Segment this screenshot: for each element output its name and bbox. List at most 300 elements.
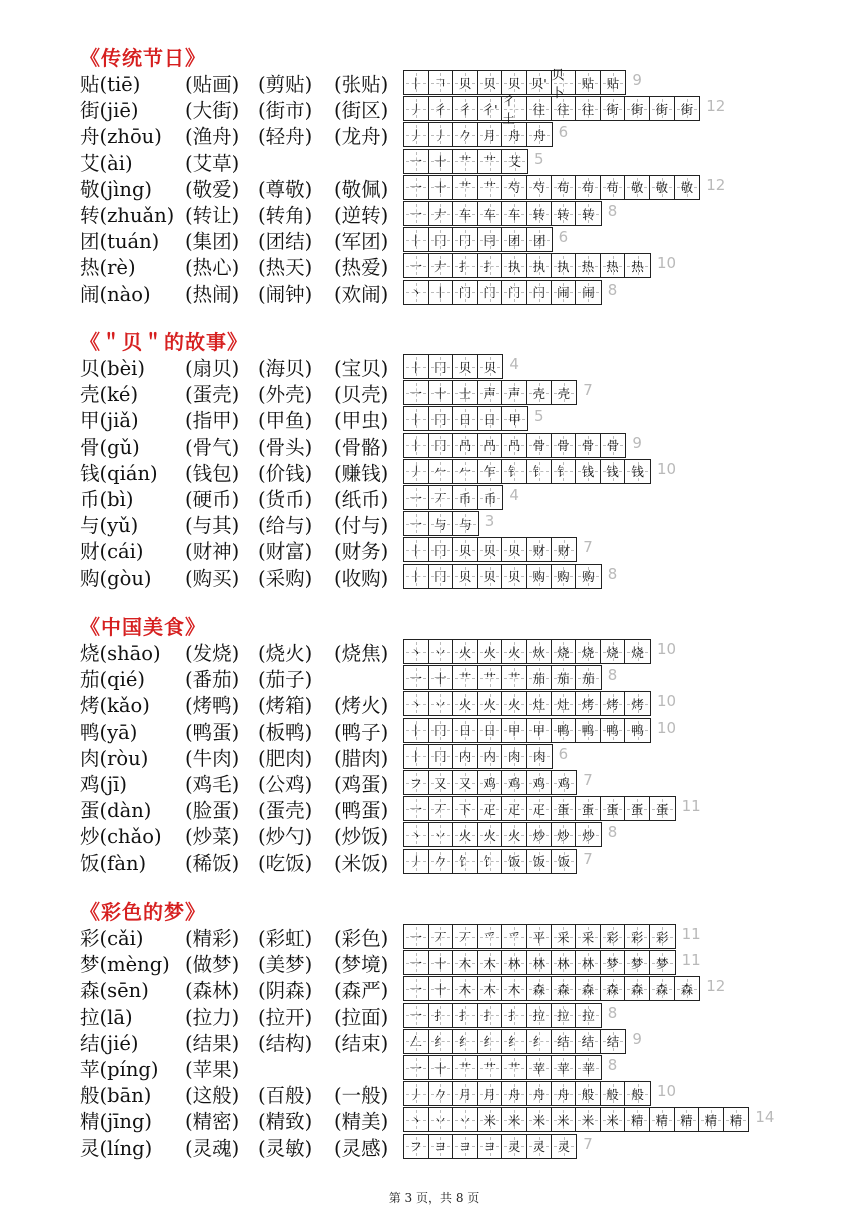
stroke-glyph: 闹 <box>582 285 595 301</box>
stroke-glyph: 彳土 <box>502 92 515 126</box>
stroke-cell <box>404 281 429 304</box>
stroke-glyph: 丶 <box>409 644 423 660</box>
stroke-cell <box>404 512 429 535</box>
stroke-glyph: 火 <box>507 644 521 660</box>
stroke-cell <box>601 951 626 974</box>
stroke-glyph: 芍 <box>532 180 546 196</box>
stroke-glyph: 日 <box>483 723 496 739</box>
stroke-cell <box>429 1056 454 1079</box>
stroke-cell <box>650 1108 675 1131</box>
stroke-count: 6 <box>558 228 569 247</box>
page-footer: 第 3 页，共 8 页 <box>388 1191 480 1205</box>
stroke-glyph: 丆 <box>434 929 447 945</box>
stroke-glyph: 火 <box>483 644 496 660</box>
stroke-glyph: 转 <box>557 206 570 222</box>
stroke-order-grid <box>403 380 577 405</box>
stroke-glyph: 贝 <box>483 542 496 558</box>
stroke-glyph: 贝 <box>458 569 472 585</box>
character-pinyin: 购(gòu) <box>80 566 152 590</box>
stroke-glyph: 纟 <box>483 1034 496 1050</box>
stroke-cell <box>601 640 626 663</box>
stroke-cell <box>404 1108 429 1131</box>
stroke-glyph: 结 <box>606 1034 620 1050</box>
stroke-glyph: 烧 <box>581 644 595 660</box>
character-pinyin: 币(bì) <box>80 488 134 511</box>
stroke-cell <box>478 977 503 1000</box>
stroke-count: 12 <box>706 97 726 116</box>
stroke-cell <box>453 823 478 846</box>
stroke-cell <box>453 254 478 277</box>
stroke-glyph: 十 <box>434 385 447 401</box>
word-example: (梦境) <box>334 953 389 977</box>
stroke-glyph: 敬 <box>680 180 694 196</box>
character-pinyin: 钱(qián) <box>80 461 158 485</box>
stroke-glyph: 一 <box>409 154 423 170</box>
stroke-cell <box>601 176 626 199</box>
section-title: 《中国美食》 <box>80 615 206 639</box>
stroke-cell <box>478 666 503 689</box>
stroke-cell <box>527 123 552 146</box>
stroke-glyph: 十 <box>434 154 447 170</box>
stroke-order-grid <box>403 280 602 305</box>
stroke-cell <box>429 228 454 251</box>
stroke-glyph: 𠂉 <box>434 464 447 480</box>
character-pinyin: 炒(chǎo) <box>80 825 162 849</box>
stroke-cell <box>625 640 650 663</box>
stroke-cell <box>527 1135 552 1158</box>
stroke-cell <box>552 1135 577 1158</box>
stroke-glyph: 𠂊 <box>434 854 447 870</box>
stroke-cell <box>404 640 429 663</box>
stroke-cell <box>453 666 478 689</box>
stroke-cell <box>429 850 454 873</box>
word-example: (扇贝) <box>185 357 240 380</box>
stroke-glyph: 蛋 <box>630 801 644 817</box>
word-example: (烤鸭) <box>185 694 240 718</box>
word-example: (鸭子) <box>334 720 389 744</box>
stroke-cell <box>601 925 626 948</box>
stroke-order-grid <box>403 1107 749 1132</box>
stroke-cell <box>478 823 503 846</box>
stroke-cell <box>429 1082 454 1105</box>
stroke-glyph: 冂 <box>434 542 447 558</box>
stroke-cell <box>502 92 527 126</box>
stroke-cell <box>502 771 527 794</box>
stroke-cell <box>453 460 478 483</box>
stroke-glyph: 精 <box>630 1112 644 1128</box>
stroke-count: 14 <box>755 1108 775 1127</box>
stroke-glyph: 一 <box>409 258 423 274</box>
word-example: (米饭) <box>334 851 389 875</box>
character-pinyin: 饭(fàn) <box>80 851 147 875</box>
stroke-glyph: 贴 <box>581 75 595 91</box>
stroke-glyph: 鸡 <box>507 775 521 791</box>
stroke-cell <box>453 925 478 948</box>
stroke-cell <box>478 1108 503 1131</box>
character-pinyin: 烤(kǎo) <box>80 694 150 718</box>
stroke-glyph: 木 <box>507 981 521 997</box>
stroke-glyph: 火 <box>483 696 496 712</box>
stroke-cell <box>429 1004 454 1027</box>
stroke-cell <box>552 97 577 120</box>
stroke-glyph: 肉 <box>533 749 546 765</box>
stroke-glyph: 财 <box>532 542 546 558</box>
stroke-cell <box>453 951 478 974</box>
stroke-glyph: 森 <box>532 981 546 997</box>
stroke-glyph: 车 <box>507 206 521 222</box>
stroke-glyph: 丨 <box>409 411 423 427</box>
stroke-cell <box>478 97 503 120</box>
stroke-cell <box>404 381 429 404</box>
word-example: (采购) <box>258 566 313 590</box>
word-example: (街市) <box>258 99 313 123</box>
stroke-glyph: 一 <box>409 929 423 945</box>
stroke-cell <box>552 692 577 715</box>
stroke-cell <box>478 1030 503 1053</box>
stroke-cell <box>478 407 503 430</box>
stroke-count: 12 <box>706 175 726 194</box>
stroke-cell <box>650 797 675 820</box>
stroke-glyph: 𠂉 <box>458 464 472 480</box>
stroke-cell <box>404 951 429 974</box>
stroke-cell <box>453 565 478 588</box>
stroke-cell <box>527 460 552 483</box>
stroke-glyph: 贝 <box>483 75 496 91</box>
stroke-glyph: 鸭 <box>557 723 570 739</box>
stroke-cell <box>601 254 626 277</box>
stroke-cell <box>527 228 552 251</box>
word-example: (美梦) <box>258 953 313 977</box>
stroke-cell <box>478 202 503 225</box>
stroke-cell <box>453 719 478 742</box>
stroke-glyph: 𠂊 <box>434 1086 447 1102</box>
stroke-cell <box>453 1135 478 1158</box>
stroke-glyph: 𠂇 <box>434 206 447 222</box>
stroke-count: 12 <box>706 977 726 996</box>
stroke-cell <box>404 977 429 1000</box>
stroke-cell <box>404 228 429 251</box>
stroke-glyph: 饣 <box>483 854 496 870</box>
stroke-cell <box>625 254 650 277</box>
stroke-cell <box>502 565 527 588</box>
stroke-glyph: 冂 <box>434 749 447 765</box>
word-example: (硬币) <box>185 488 240 511</box>
stroke-cell <box>478 951 503 974</box>
word-example: (彩虹) <box>258 927 313 950</box>
character-pinyin: 与(yǔ) <box>80 514 139 538</box>
stroke-cell <box>404 925 429 948</box>
stroke-cell <box>502 1030 527 1053</box>
stroke-glyph: 财 <box>557 542 571 558</box>
word-example: (指甲) <box>185 409 240 433</box>
stroke-cell <box>527 797 552 820</box>
stroke-count: 9 <box>632 1029 642 1048</box>
stroke-glyph: 林 <box>507 955 521 971</box>
stroke-glyph: 钱 <box>581 464 595 480</box>
stroke-cell <box>429 381 454 404</box>
stroke-count: 7 <box>583 538 593 557</box>
stroke-glyph: 转 <box>532 206 546 222</box>
stroke-glyph: 木 <box>458 981 472 997</box>
stroke-glyph: 丆 <box>434 801 447 817</box>
stroke-cell <box>404 745 429 768</box>
stroke-cell <box>502 1135 527 1158</box>
stroke-glyph: 内 <box>483 749 496 765</box>
stroke-glyph: 敬 <box>630 180 644 196</box>
section-title: 《＂贝＂的故事》 <box>80 330 248 354</box>
stroke-cell <box>429 176 454 199</box>
word-example: (热爱) <box>334 256 389 280</box>
stroke-glyph: 一 <box>409 490 423 506</box>
stroke-glyph: 日 <box>458 411 472 427</box>
stroke-glyph: 冂 <box>434 232 447 248</box>
stroke-glyph: 炒 <box>557 827 570 843</box>
character-pinyin: 街(jiē) <box>80 99 139 123</box>
stroke-glyph: 购 <box>557 569 570 585</box>
stroke-glyph: 艹 <box>458 154 472 170</box>
word-example: (热天) <box>258 256 313 280</box>
stroke-cell <box>453 745 478 768</box>
stroke-cell <box>453 202 478 225</box>
stroke-glyph: 执 <box>532 258 546 274</box>
stroke-cell <box>404 176 429 199</box>
stroke-glyph: 拉 <box>557 1008 570 1024</box>
stroke-glyph: 丶 <box>409 1112 423 1128</box>
stroke-cell <box>478 1135 503 1158</box>
stroke-order-grid <box>403 976 700 1001</box>
stroke-cell <box>601 1082 626 1105</box>
word-example: (热闹) <box>185 282 240 306</box>
stroke-glyph: 炒 <box>532 827 546 843</box>
stroke-cell <box>576 925 601 948</box>
stroke-glyph: 月 <box>483 127 496 143</box>
stroke-glyph: 鸡 <box>483 775 496 791</box>
word-example: (闹钟) <box>258 282 313 306</box>
stroke-glyph: 饭 <box>507 854 521 870</box>
word-example: (欢闹) <box>334 282 389 306</box>
stroke-glyph: 𠃋 <box>409 1034 423 1050</box>
stroke-order-grid <box>403 1081 651 1106</box>
word-example: (逆转) <box>334 204 389 227</box>
stroke-cell <box>429 486 454 509</box>
stroke-cell <box>625 1108 650 1131</box>
stroke-glyph: 贝 <box>458 75 472 91</box>
stroke-glyph: 艹 <box>507 670 521 686</box>
stroke-glyph: 丷 <box>458 1112 472 1128</box>
stroke-cell <box>453 434 478 457</box>
stroke-glyph: 与 <box>459 516 472 532</box>
stroke-glyph: 疋 <box>532 801 546 817</box>
stroke-cell <box>478 538 503 561</box>
stroke-cell <box>552 434 577 457</box>
stroke-glyph: 执 <box>557 258 570 274</box>
stroke-count: 8 <box>607 1056 618 1074</box>
stroke-cell <box>429 407 454 430</box>
stroke-glyph: 纟 <box>434 1034 447 1050</box>
stroke-cell <box>478 228 503 251</box>
stroke-cell <box>404 1004 429 1027</box>
stroke-glyph: 骨 <box>606 438 620 454</box>
stroke-glyph: フ <box>409 1139 423 1155</box>
stroke-cell <box>552 719 577 742</box>
stroke-glyph: 内 <box>458 749 472 765</box>
stroke-cell <box>724 1108 749 1131</box>
word-example: (宝贝) <box>334 357 389 380</box>
stroke-cell <box>552 1108 577 1131</box>
stroke-cell <box>527 951 552 974</box>
stroke-glyph: 艹 <box>458 670 472 686</box>
stroke-cell <box>429 719 454 742</box>
stroke-order-grid <box>403 433 626 458</box>
stroke-glyph: 声 <box>483 385 496 401</box>
stroke-cell <box>552 797 577 820</box>
stroke-cell <box>675 176 700 199</box>
character-pinyin: 热(rè) <box>80 256 136 280</box>
stroke-cell <box>601 1108 626 1131</box>
stroke-glyph: 森 <box>581 981 595 997</box>
word-example: (炒饭) <box>334 825 389 849</box>
stroke-glyph: 丨 <box>409 749 423 765</box>
stroke-glyph: 丨 <box>409 232 423 248</box>
stroke-count: 9 <box>632 433 642 452</box>
character-pinyin: 甲(jiǎ) <box>80 409 139 433</box>
stroke-glyph: フ <box>409 775 423 791</box>
stroke-cell <box>625 460 650 483</box>
character-pinyin: 烧(shāo) <box>80 642 161 665</box>
stroke-glyph: 热 <box>606 258 619 274</box>
stroke-cell <box>502 925 527 948</box>
stroke-cell <box>502 951 527 974</box>
stroke-cell <box>502 850 527 873</box>
stroke-glyph: 丨 <box>434 285 447 301</box>
stroke-glyph: 贝 <box>483 359 497 375</box>
stroke-cell <box>552 254 577 277</box>
stroke-glyph: 十 <box>434 1060 447 1076</box>
stroke-cell <box>601 71 626 94</box>
word-example: (拉开) <box>258 1005 313 1029</box>
stroke-cell <box>625 692 650 715</box>
stroke-glyph: 饭 <box>557 854 571 870</box>
stroke-cell <box>527 823 552 846</box>
stroke-cell <box>478 254 503 277</box>
stroke-cell <box>429 565 454 588</box>
stroke-glyph: 壳 <box>532 385 546 401</box>
stroke-cell <box>650 977 675 1000</box>
word-example: (与其) <box>185 514 240 538</box>
word-example: (炒勺) <box>258 825 313 849</box>
word-example: (收购) <box>334 566 389 590</box>
word-example: (鸡毛) <box>185 773 240 796</box>
character-pinyin: 财(cái) <box>80 540 144 564</box>
stroke-cell <box>502 538 527 561</box>
stroke-glyph: 鸡 <box>557 775 571 791</box>
stroke-glyph: 丨 <box>409 723 423 739</box>
stroke-glyph: 一 <box>409 206 423 222</box>
stroke-cell <box>453 97 478 120</box>
character-pinyin: 精(jīng) <box>80 1110 153 1134</box>
stroke-cell <box>453 228 478 251</box>
word-example: (渔舟) <box>185 125 240 149</box>
stroke-cell <box>453 692 478 715</box>
stroke-cell <box>404 666 429 689</box>
word-example: (灵敏) <box>258 1136 313 1160</box>
stroke-glyph: 热 <box>631 258 644 274</box>
stroke-glyph: 门 <box>458 285 472 301</box>
word-example: (敬佩) <box>334 177 389 201</box>
stroke-glyph: 纟 <box>458 1034 472 1050</box>
character-pinyin: 森(sēn) <box>80 979 149 1003</box>
stroke-cell <box>527 254 552 277</box>
stroke-glyph: 一 <box>409 180 423 196</box>
stroke-glyph: 丷 <box>434 644 447 660</box>
section-title: 《传统节日》 <box>80 46 206 70</box>
word-example: (蛋壳) <box>185 383 240 407</box>
stroke-cell <box>576 460 601 483</box>
stroke-cell <box>478 719 503 742</box>
stroke-glyph: 一 <box>409 516 423 532</box>
stroke-cell <box>404 407 429 430</box>
stroke-cell <box>478 771 503 794</box>
stroke-cell <box>650 176 675 199</box>
stroke-cell <box>527 1030 552 1053</box>
stroke-cell <box>502 797 527 820</box>
stroke-glyph: 肉 <box>507 749 521 765</box>
stroke-glyph: 彳 <box>458 101 472 117</box>
stroke-glyph: 苟 <box>581 180 595 196</box>
stroke-glyph: 贝 <box>507 75 521 91</box>
stroke-cell <box>552 823 577 846</box>
stroke-glyph: 币 <box>458 490 472 506</box>
stroke-cell <box>502 407 527 430</box>
word-example: (彩色) <box>334 927 389 950</box>
character-pinyin: 结(jié) <box>80 1031 139 1055</box>
stroke-cell <box>478 640 503 663</box>
stroke-count: 9 <box>632 71 642 89</box>
stroke-glyph: 贝 <box>507 542 521 558</box>
stroke-glyph: 灵 <box>557 1139 571 1155</box>
stroke-order-grid <box>403 1003 602 1028</box>
stroke-glyph: 炏 <box>532 644 546 660</box>
stroke-cell <box>478 692 503 715</box>
stroke-cell <box>552 951 577 974</box>
stroke-cell <box>453 771 478 794</box>
stroke-glyph: 又 <box>458 775 472 791</box>
stroke-cell <box>502 1082 527 1105</box>
stroke-glyph: 舟 <box>557 1086 570 1102</box>
stroke-glyph: 彳 <box>434 101 447 117</box>
stroke-glyph: 丷 <box>434 1112 447 1128</box>
stroke-glyph: 甲 <box>507 723 521 739</box>
stroke-cell <box>601 460 626 483</box>
stroke-count: 8 <box>607 202 618 220</box>
character-pinyin: 骨(gǔ) <box>80 435 140 459</box>
stroke-count: 10 <box>657 640 677 658</box>
stroke-cell <box>502 150 527 173</box>
word-example: (贝壳) <box>334 383 389 407</box>
stroke-glyph: 街 <box>680 101 694 117</box>
stroke-glyph: 丷 <box>434 696 447 712</box>
stroke-cell <box>527 1004 552 1027</box>
stroke-cell <box>502 381 527 404</box>
stroke-glyph: 蛋 <box>581 801 595 817</box>
stroke-glyph: 芍 <box>507 180 521 196</box>
stroke-glyph: 般 <box>606 1086 619 1102</box>
stroke-glyph: 一 <box>409 1008 423 1024</box>
stroke-glyph: 贝 <box>483 569 496 585</box>
stroke-order-grid <box>403 1029 626 1054</box>
stroke-glyph: 林 <box>557 955 570 971</box>
stroke-count: 11 <box>681 951 701 970</box>
